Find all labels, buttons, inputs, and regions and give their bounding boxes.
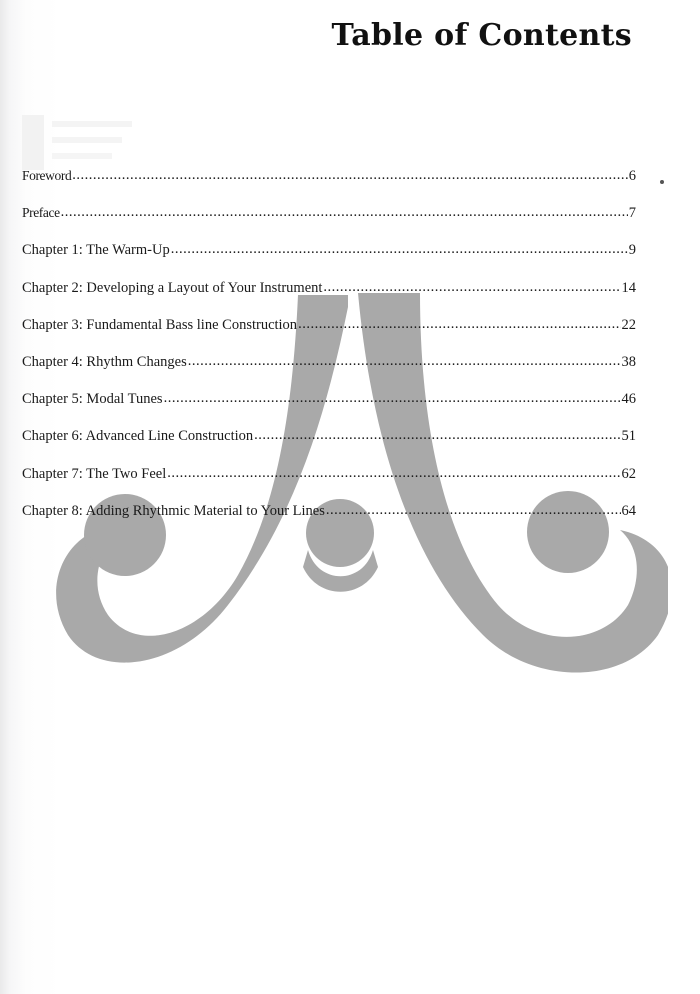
toc-entry-preface (22, 205, 636, 242)
toc-entry-chapter-6 (22, 428, 636, 465)
entry-page-number: 14 (621, 279, 636, 296)
dot-leader (61, 204, 628, 221)
entry-page-number: 51 (621, 428, 636, 445)
dot-leader (298, 316, 620, 333)
dot-leader (323, 279, 620, 296)
entry-label: Chapter 7: The Two Feel (22, 465, 167, 482)
entry-label: Chapter 4: Rhythm Changes (22, 353, 187, 370)
toc-entry-chapter-2 (22, 280, 636, 317)
entry-label: Chapter 5: Modal Tunes (22, 391, 163, 408)
toc-entry-chapter-3 (22, 317, 636, 354)
toc-entry-foreword (22, 168, 636, 205)
entry-label: Chapter 3: Fundamental Bass line Construction (22, 316, 298, 333)
toc-entry-chapter-7 (22, 466, 636, 503)
table-of-contents (22, 168, 636, 540)
entry-page-number: 38 (621, 353, 636, 370)
entry-label: Foreword (22, 168, 72, 183)
toc-entry-chapter-5 (22, 391, 636, 428)
dot-leader (167, 465, 620, 482)
entry-page-number: 7 (628, 205, 636, 222)
paper-speck (660, 180, 664, 184)
entry-label: Chapter 1: The Warm-Up (22, 242, 170, 259)
entry-page-number: 22 (621, 316, 636, 333)
entry-label: Chapter 2: Developing a Layout of Your Instrument (22, 279, 323, 296)
entry-page-number: 62 (621, 465, 636, 482)
page-title: Table of Contents (331, 18, 632, 53)
toc-entry-chapter-4 (22, 354, 636, 391)
toc-entry-chapter-1 (22, 242, 636, 279)
entry-page-number: 64 (621, 502, 636, 519)
entry-label: Chapter 8: Adding Rhythmic Material to Your Lines (22, 502, 325, 519)
dot-leader (164, 390, 621, 407)
dot-leader (72, 167, 627, 184)
toc-entry-chapter-8 (22, 503, 636, 540)
entry-label: Chapter 6: Advanced Line Construction (22, 428, 254, 445)
dot-leader (188, 353, 621, 370)
dot-leader (326, 502, 621, 519)
entry-page-number: 6 (628, 168, 636, 184)
entry-page-number: 46 (621, 391, 636, 408)
dot-leader (171, 241, 628, 258)
entry-page-number: 9 (628, 242, 636, 259)
entry-label: Preface (22, 205, 60, 221)
dot-leader (254, 427, 620, 444)
